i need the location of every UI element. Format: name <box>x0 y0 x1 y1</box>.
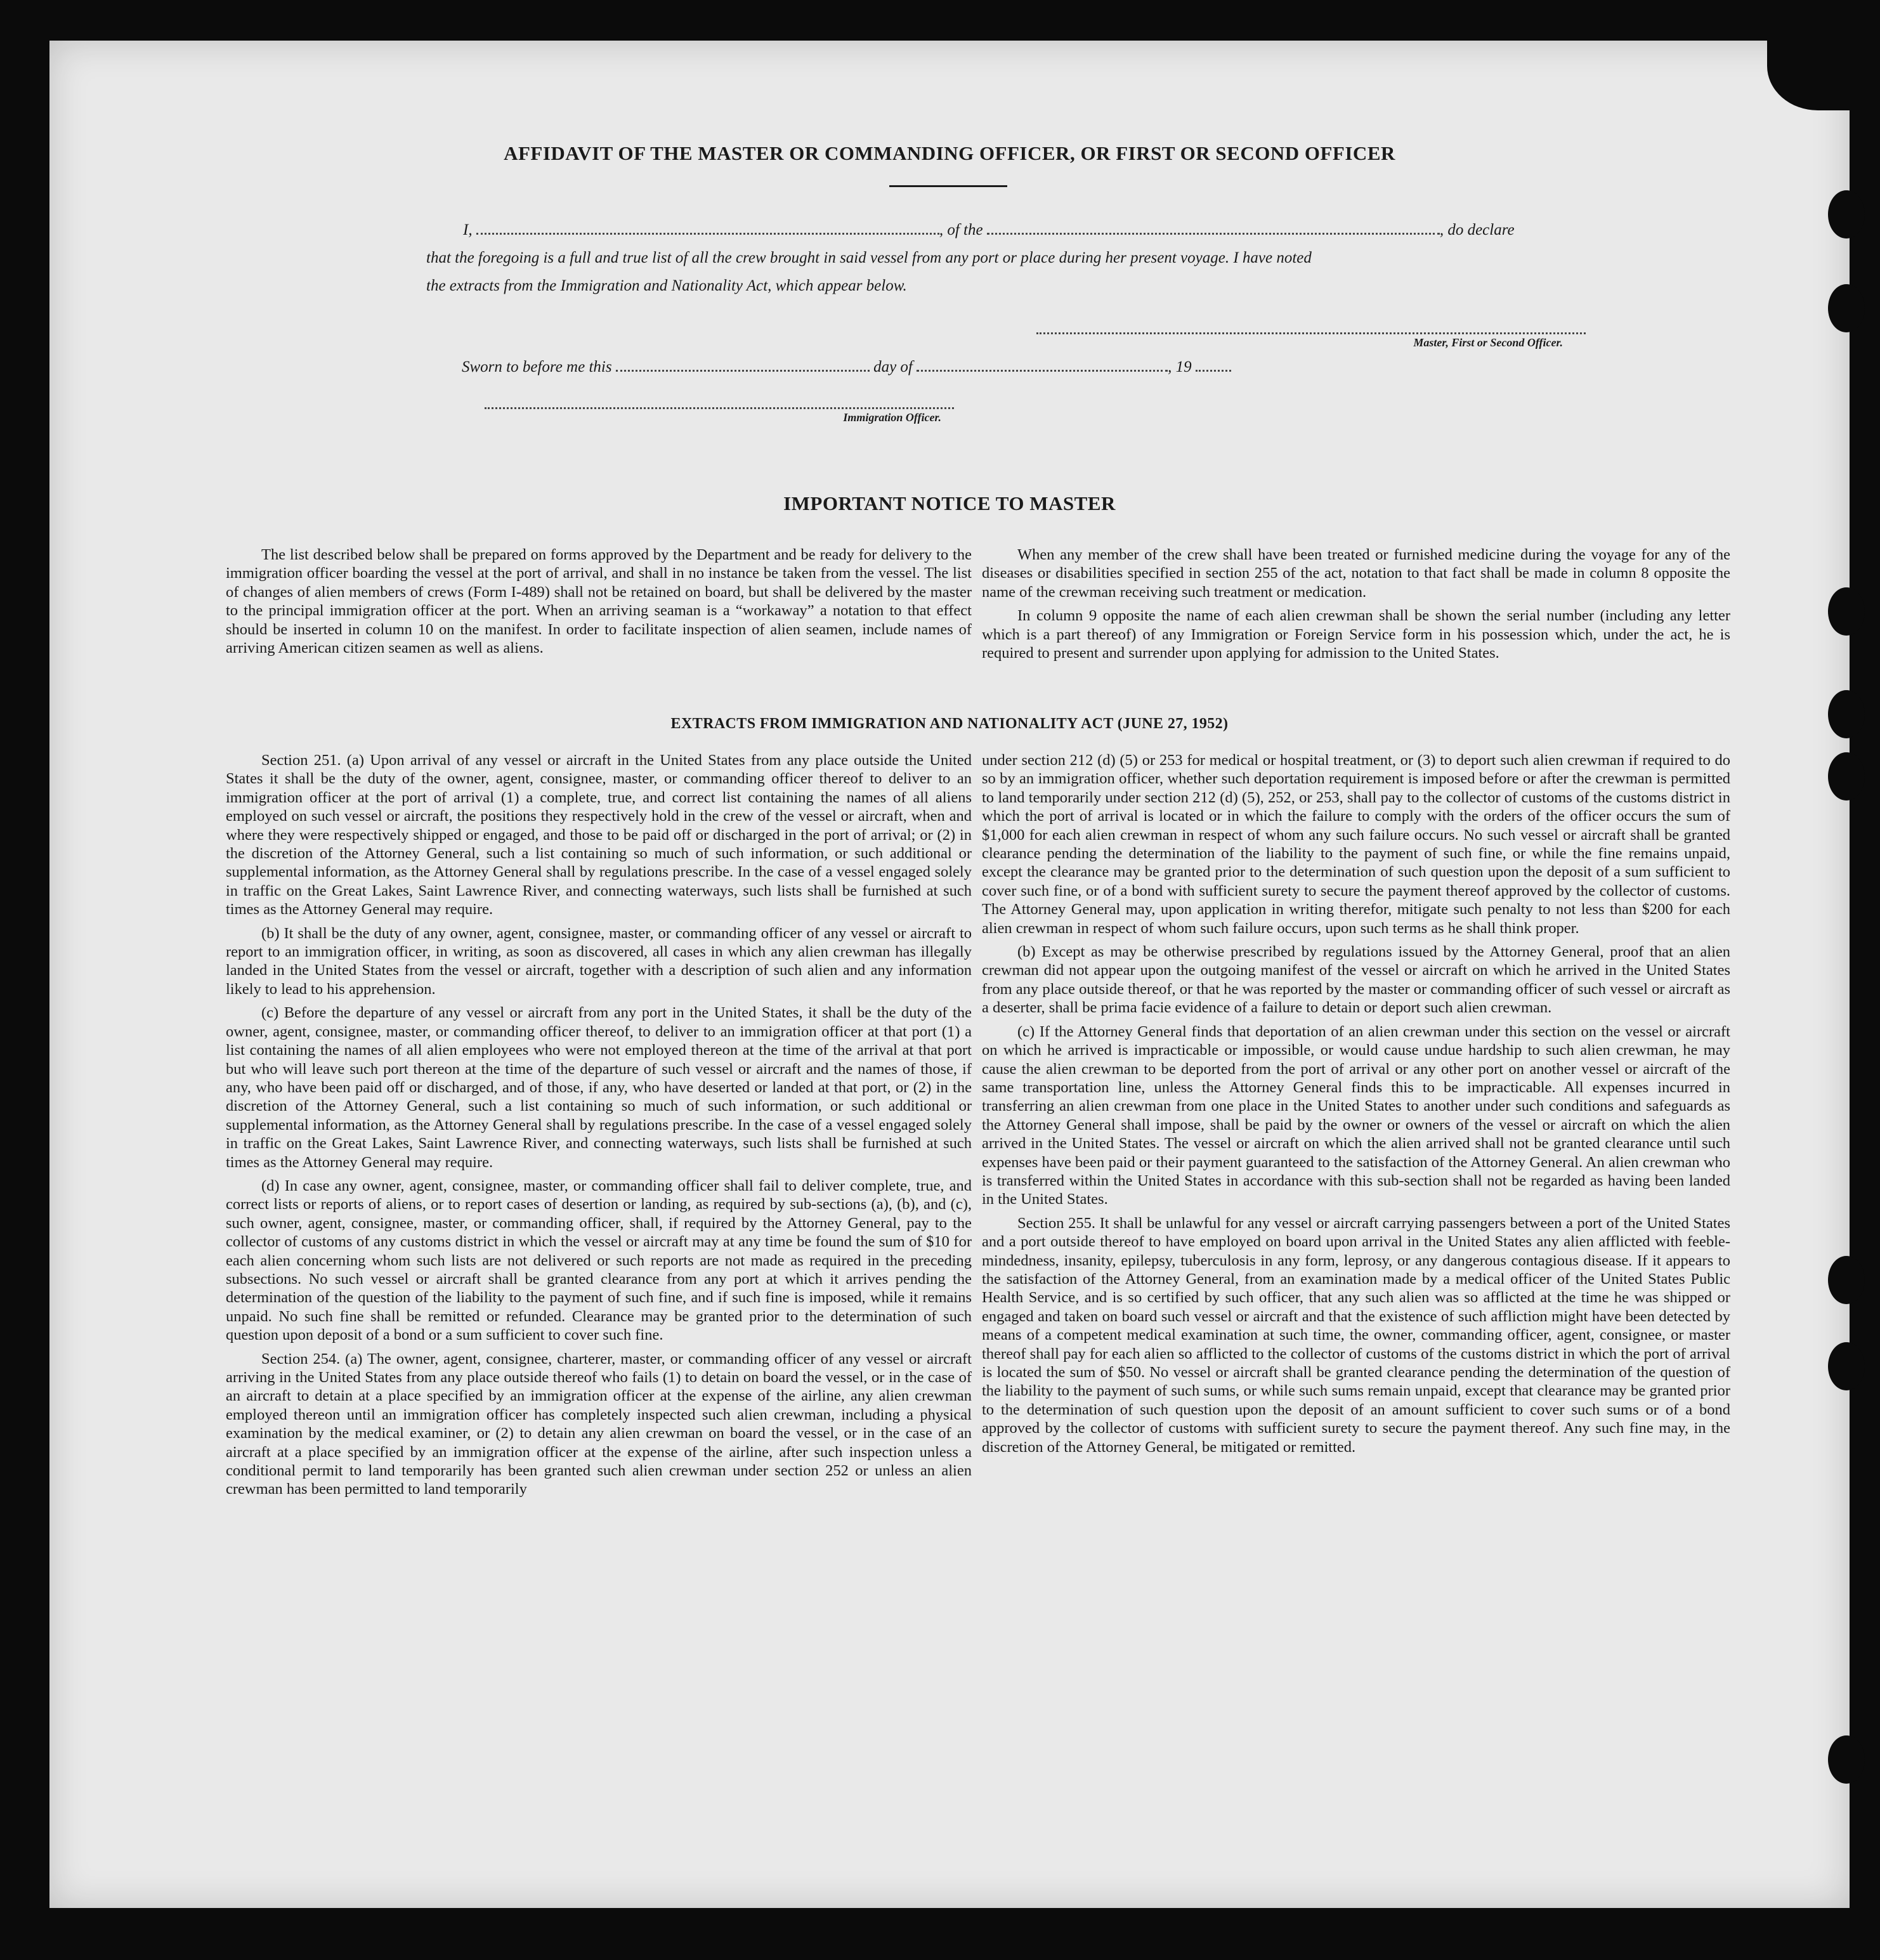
master-signature-caption: Master, First or Second Officer. <box>1413 336 1563 349</box>
sworn-year-field[interactable] <box>1196 357 1231 372</box>
section-255: Section 255. It shall be unlawful for any vessel or aircraft carrying passengers between a port of the United States and a port outside thereof to have employed on board upon arrival in the United States any alien afflicted with feeble-mindedness, insanity, epilepsy, tuberculosis in any form, leprosy, or any dangerous contagious disease. If it appears to the satisfaction of the Attorney General, from an examination made by a medical officer of the United States Public Health Service, and is so certified by such officer, that any such alien was so afflicted at the time he was shipped or engaged and taken on board such vessel or aircraft and that the existence of such affliction might have been detected by means of a competent medical examination at such time, the owner, commanding officer, agent, consignee, or master thereof shall pay for each alien so afflicted to the collector of customs of the customs district in which the port of arrival is located the sum of $50. No vessel or aircraft shall be granted clearance pending the determination of the question of the liability to the payment of such sums, or while such sums remain unpaid, except that clearance may be granted prior to the determination of such question upon the deposit of an amount sufficient to cover such sums or of a bond approved by the collector of customs with sufficient surety to secure the payment thereof. Any such fine may, in the discretion of the Attorney General, be mitigated or remitted. <box>982 1214 1730 1456</box>
section-251-a: Section 251. (a) Upon arrival of any vessel or aircraft in the United States from any place outside the United States it shall be the duty of the owner, agent, consignee, master, or commanding officer thereof to deliver to an immigration officer at the port of arrival (1) a complete, true, and correct list containing the names of all aliens employed on such vessel or aircraft, the positions they respectively hold in the crew of the vessel or aircraft, when and where they were respectively shipped or engaged, and those to be paid off or discharged in the port of arrival; or (2) in the discretion of the Attorney General, such a list containing so much of such information, or such additional or supplemental information, as the Attorney General shall by regulations prescribe. In the case of a vessel engaged solely in traffic on the Great Lakes, Saint Lawrence River, and connecting waterways, such lists shall be furnished at such times as the Attorney General may require. <box>226 752 972 918</box>
affiant-name-field[interactable] <box>476 220 939 235</box>
punch-hole <box>1828 1256 1865 1304</box>
section-251-b: (b) It shall be the duty of any owner, agent, consignee, master, or commanding officer of any vessel or aircraft to report to an immigration officer, in writing, as soon as discovered, all cases in which any alien crewman has illegally landed in the United States from the vessel or aircraft, together with a description of such alien and any information likely to lead to his apprehension. <box>226 924 972 998</box>
section-254-a: Section 254. (a) The owner, agent, consignee, charterer, master, or commanding officer of any vessel or aircraft arriving in the United States from any place outside thereof who fails (1) to detain on board the vessel, or in the case of an aircraft to detain at a place specified by an immigration officer at the expense of the airline, any alien crewman employed thereon until an immigration officer has completely inspected such alien crewman, including a physical examination by the medical examiner, or (2) to detain any alien crewman on board the vessel, or in the case of an aircraft at a place specified by an immigration officer at the expense of the airline, after such inspection unless a conditional permit to land temporarily has been granted such alien crewman under section 252 or unless an alien crewman has been permitted to land temporarily <box>226 1350 972 1498</box>
sworn-line <box>462 354 1350 381</box>
torn-corner <box>1767 34 1856 110</box>
sworn-day-field[interactable] <box>616 357 870 372</box>
title-rule <box>889 185 1007 187</box>
document-page <box>49 41 1850 1908</box>
vessel-name-field[interactable] <box>987 220 1440 235</box>
notice-left-paragraph: The list described below shall be prepared on forms approved by the Department and be ready for delivery to the immigration officer boarding the vessel at the port of arrival, and shall in no instance be taken from the vessel. The list of changes of alien members of crews (Form I-489) shall not be retained on board, but shall be delivered by the master to the principal immigration officer at the port. When an arriving seaman is a “workaway” a notation to that effect should be inserted in column 10 on the manifest. In order to facilitate inspection of alien seamen, include names of arriving American citizen seamen as well as aliens. <box>226 546 972 657</box>
year-prefix: , 19 <box>1168 358 1192 376</box>
notice-title: IMPORTANT NOTICE TO MASTER <box>783 492 1116 514</box>
notice-left-column <box>226 546 972 662</box>
do-declare-label: , do declare <box>1439 221 1515 238</box>
section-251-c: (c) Before the departure of any vessel or aircraft from any port in the United States, it shall be the duty of the owner, agent, consignee, master, or commanding officer thereof, to deliver to an immigration officer at that port (1) a list containing the names of all alien employees who were not employed thereon at the time of the arrival at that port but who will leave such port thereon at the time of the departure of such vessel or aircraft and the names of those, if any, who have been paid off or discharged, and of those, if any, who have deserted or landed at that port, or (2) in the discretion of the Attorney General, such a list containing so much of such information, or such additional or supplemental information, as the Attorney General shall by regulations prescribe. In the case of a vessel engaged solely in traffic on the Great Lakes, Saint Lawrence River, and connecting waterways, such lists shall be furnished at such times as the Attorney General may require. <box>226 1004 972 1171</box>
punch-hole <box>1828 1735 1865 1784</box>
punch-hole <box>1828 752 1865 800</box>
affidavit-line-1 <box>419 217 1579 244</box>
notice-right-column <box>982 546 1730 667</box>
section-251-d: (d) In case any owner, agent, consignee, master, or commanding officer shall fail to deliver complete, true, and correct lists or reports of aliens, or to report cases of desertion or landing, as required by sub-sections (a), (b), and (c), such owner, agent, consignee, master, or commanding officer, shall, if required by the Attorney General, pay to the collector of customs of any customs district in which the vessel or aircraft may at any time be found the sum of $10 for each alien concerning whom such lists are not delivered or such reports are not made as required in the preceding subsections. No such vessel or aircraft shall be granted clearance from any port at which it arrives pending the determination of the question of the liability to the payment of such fine, and if such fine is imposed, while it remains unpaid. No such fine shall be remitted or refunded. Clearance may be granted prior to the determination of such question upon deposit of a bond or a sum sufficient to cover such fine. <box>226 1177 972 1344</box>
section-254-c: (c) If the Attorney General finds that deportation of an alien crewman under this section on the vessel or aircraft on which he arrived is impracticable or impossible, or would cause undue hardship to such alien crewman, he may cause the alien crewman to be deported from the port of arrival or any other port on another vessel or aircraft of the same transportation line, unless the Attorney General finds this to be impracticable. All expenses incurred in transferring an alien crewman from one place in the United States to another under such conditions and safeguards as the Attorney General shall impose, shall be paid by the owner or owners of the vessel or aircraft on which the alien arrived in the United States. The vessel or aircraft on which the alien arrived shall not be granted clearance until such expenses have been paid or their payment guaranteed to the satisfaction of the Attorney General. An alien crewman who is transferred within the United States in accordance with this sub-section shall not be regarded as having been landed in the United States. <box>982 1022 1730 1208</box>
extracts-right-column <box>982 751 1730 1461</box>
officer-signature-line[interactable] <box>485 407 954 409</box>
section-254-a-continued: under section 212 (d) (5) or 253 for medical or hospital treatment, or (3) to deport such alien crewman if required to do so by an immigration officer, whether such deportation requirement is imposed before or after the crewman is permitted to land temporarily under section 212 (d) (5), 252, or 253, shall pay to the collector of customs of the customs district in which the port of arrival is located or in which the failure to comply with the orders of the officer occurs the sum of $1,000 for each alien crewman in respect of whom any such failure occurs. No such vessel or aircraft shall be granted clearance pending the determination of the liability to the payment of such fine, or while the fine remains unpaid, except the clearance may be granted prior to the determination of such question upon the deposit of a sum sufficient to cover such fine, or of a bond with sufficient surety to secure the payment thereof approved by the collector of customs. The Attorney General may, upon application in writing therefor, mitigate such penalty to not less than $200 for each alien crewman in respect of whom such failure occurs, upon such terms as he shall think proper. <box>982 752 1730 937</box>
extracts-title: EXTRACTS FROM IMMIGRATION AND NATIONALITY ACT (JUNE 27, 1952) <box>670 715 1229 732</box>
punch-hole <box>1828 190 1865 238</box>
punch-hole <box>1828 284 1865 332</box>
punch-hole <box>1828 587 1865 636</box>
sworn-month-field[interactable] <box>917 357 1168 372</box>
punch-hole <box>1828 1342 1865 1390</box>
sworn-prefix: Sworn to before me this <box>462 358 612 376</box>
affiant-i: I, <box>463 221 473 238</box>
day-of-label: day of <box>873 358 913 376</box>
extracts-left-column <box>226 751 972 1504</box>
section-254-b: (b) Except as may be otherwise prescribed by regulations issued by the Attorney General, proof that an alien crewman did not appear upon the outgoing manifest of the vessel or aircraft on which he arrived in the United States from any place outside thereof, or that he was reported by the master or commanding officer of such vessel or aircraft as a deserter, shall be prima facie evidence of a failure to detain or deport such alien crewman. <box>982 943 1730 1017</box>
of-the-label: , of the <box>939 221 983 238</box>
master-signature-line[interactable] <box>1036 332 1586 334</box>
notice-right-paragraph-1: When any member of the crew shall have been treated or furnished medicine during the voyage for any of the diseases or disabilities specified in section 255 of the act, notation to that fact shall be made in column 8 opposite the name of the crewman receiving such treatment or medication. <box>982 546 1730 601</box>
affidavit-line-2: that the foregoing is a full and true list of all the crew brought in said vessel from any port or place during her present voyage. I have noted <box>426 249 1312 266</box>
notice-right-paragraph-2: In column 9 opposite the name of each alien crewman shall be shown the serial number (including any letter which is a part thereof) of any Immigration or Foreign Service form in his possession which, under the act, he is required to present and surrender upon applying for admission to the United States. <box>982 607 1730 662</box>
officer-signature-caption: Immigration Officer. <box>843 411 941 424</box>
affidavit-line-3: the extracts from the Immigration and Nationality Act, which appear below. <box>426 277 907 294</box>
affidavit-title: AFFIDAVIT OF THE MASTER OR COMMANDING OFFICER, OR FIRST OR SECOND OFFICER <box>504 142 1395 164</box>
